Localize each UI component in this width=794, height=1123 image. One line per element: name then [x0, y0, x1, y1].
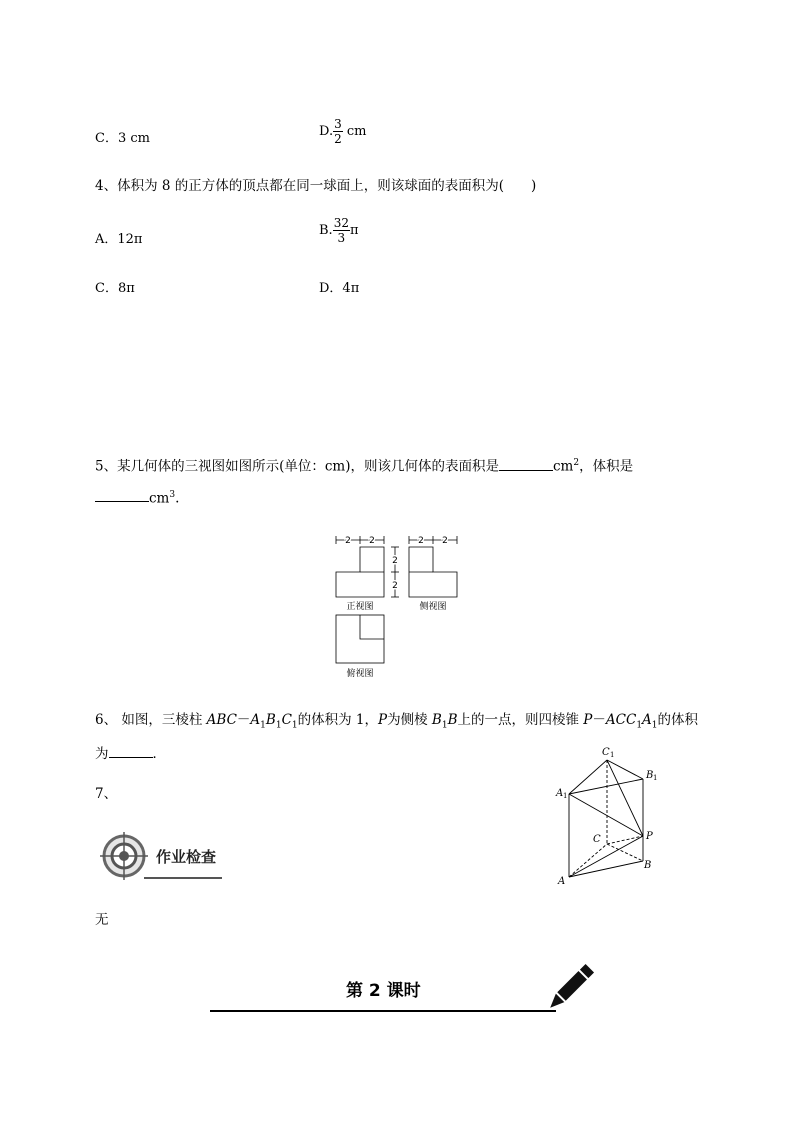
q5-volume-blank	[95, 489, 149, 502]
edge-a1c1	[569, 760, 607, 794]
q6-subscript: 1	[291, 720, 298, 731]
q3-option-d	[319, 118, 366, 145]
q5-area-blank	[499, 458, 553, 471]
q5-area-unit: cm	[552, 458, 574, 475]
edge-cp-hidden	[607, 836, 643, 844]
dim-label: 2	[442, 536, 448, 546]
homework-check-title: 作业检查	[156, 848, 217, 866]
q6-subscript: 1	[651, 720, 658, 731]
q6-edge: B	[431, 712, 442, 728]
edge-c1p	[607, 760, 643, 836]
q5-end: .	[175, 490, 180, 506]
label-c: C	[593, 834, 601, 845]
label-a: A	[558, 876, 566, 886]
q4-option-b-prefix: B.	[319, 223, 333, 238]
q4-option-b-suffix: π	[349, 223, 359, 238]
q6-text: 的体积	[657, 712, 699, 728]
q6-subscript: 1	[636, 720, 643, 731]
q5-volume-unit: cm	[149, 490, 170, 506]
q6-point-p: P	[378, 712, 388, 728]
homework-content: 无	[95, 912, 109, 928]
q4-option-b	[319, 217, 359, 244]
dim-label: 2	[392, 581, 398, 591]
lesson-title: 第 2 课时	[346, 981, 421, 1001]
top-view-label: 俯视图	[346, 669, 374, 679]
edge-a1b1	[569, 779, 643, 794]
q6-text: 为侧棱	[387, 712, 432, 728]
dim-label: 2	[345, 536, 351, 546]
q5-stem	[95, 449, 705, 512]
q6-pyramid: ACC	[605, 712, 637, 728]
pencil-icon	[545, 962, 595, 1014]
edge-ap	[569, 836, 643, 877]
q5-stem-text-2: ，体积是	[579, 458, 634, 475]
q6-text: 为	[95, 745, 109, 762]
fraction-numerator: 32	[333, 216, 349, 230]
q6-end: ．	[152, 745, 166, 762]
label-subscript: 1	[563, 792, 568, 800]
q4-option-a: A．12π	[95, 232, 143, 247]
q6-pyramid: P	[583, 712, 593, 728]
q5-three-view-figure	[332, 531, 462, 683]
q6-vertex: A	[250, 712, 261, 728]
dim-label: 2	[418, 536, 424, 546]
fraction-denominator: 2	[334, 132, 342, 146]
q6-answer-blank	[109, 745, 153, 758]
label-b: B	[644, 860, 652, 871]
q3-option-c: C．3 cm	[95, 131, 150, 146]
q6-text: 6、 如图，三棱柱	[95, 712, 207, 728]
q4-option-b-fraction	[333, 217, 350, 244]
label-c1: C	[602, 747, 610, 758]
q6-prism: ABC	[206, 712, 237, 728]
fraction-denominator: 3	[337, 231, 346, 245]
q4-stem: 4、体积为 8 的正方体的顶点都在同一球面上，则该球面的表面积为( )	[95, 178, 537, 194]
front-view-label: 正视图	[346, 602, 374, 612]
q6-vertex: B	[265, 712, 276, 728]
dim-label: 2	[369, 536, 375, 546]
side-view-label: 侧视图	[419, 602, 447, 612]
q4-option-c: C．8π	[95, 281, 135, 296]
edge-c1b1	[607, 760, 643, 779]
label-subscript: 1	[653, 774, 658, 782]
q7-label: 7、	[95, 786, 118, 802]
q3-option-d-unit: cm	[342, 124, 367, 139]
q6-dash: －	[592, 712, 606, 728]
q6-prism-figure	[555, 744, 665, 886]
label-subscript: 1	[610, 751, 615, 759]
q6-subscript: 1	[441, 720, 448, 731]
q6-pyramid: A	[642, 712, 652, 728]
q4-option-d: D．4π	[319, 281, 360, 296]
lesson-divider-line	[210, 1010, 556, 1012]
q6-text: 上的一点，则四棱锥	[457, 712, 584, 728]
q3-option-d-fraction	[333, 118, 343, 145]
edge-ac-hidden	[569, 844, 607, 877]
q5-stem-text: 5、某几何体的三视图如图所示(单位：cm)，则该几何体的表面积是	[95, 458, 499, 475]
q6-vertex: C	[281, 712, 292, 728]
q6-dash: －	[236, 712, 251, 728]
edge-a1p	[569, 794, 643, 836]
label-a1: A	[556, 788, 564, 799]
q3-option-d-prefix: D.	[319, 124, 334, 139]
label-b1: B	[646, 770, 654, 781]
label-p: P	[646, 831, 653, 842]
dim-label: 2	[392, 556, 398, 566]
q6-subscript: 1	[260, 720, 266, 731]
q5-area-exponent: 2	[573, 458, 580, 468]
q6-edge: B	[447, 712, 458, 728]
q5-volume-exponent: 3	[169, 489, 176, 500]
q6-text: 的体积为 1，	[297, 712, 379, 728]
edge-ab	[569, 861, 643, 877]
q6-subscript: 1	[275, 720, 282, 731]
homework-check-header	[100, 832, 226, 882]
fraction-numerator: 3	[334, 117, 342, 131]
